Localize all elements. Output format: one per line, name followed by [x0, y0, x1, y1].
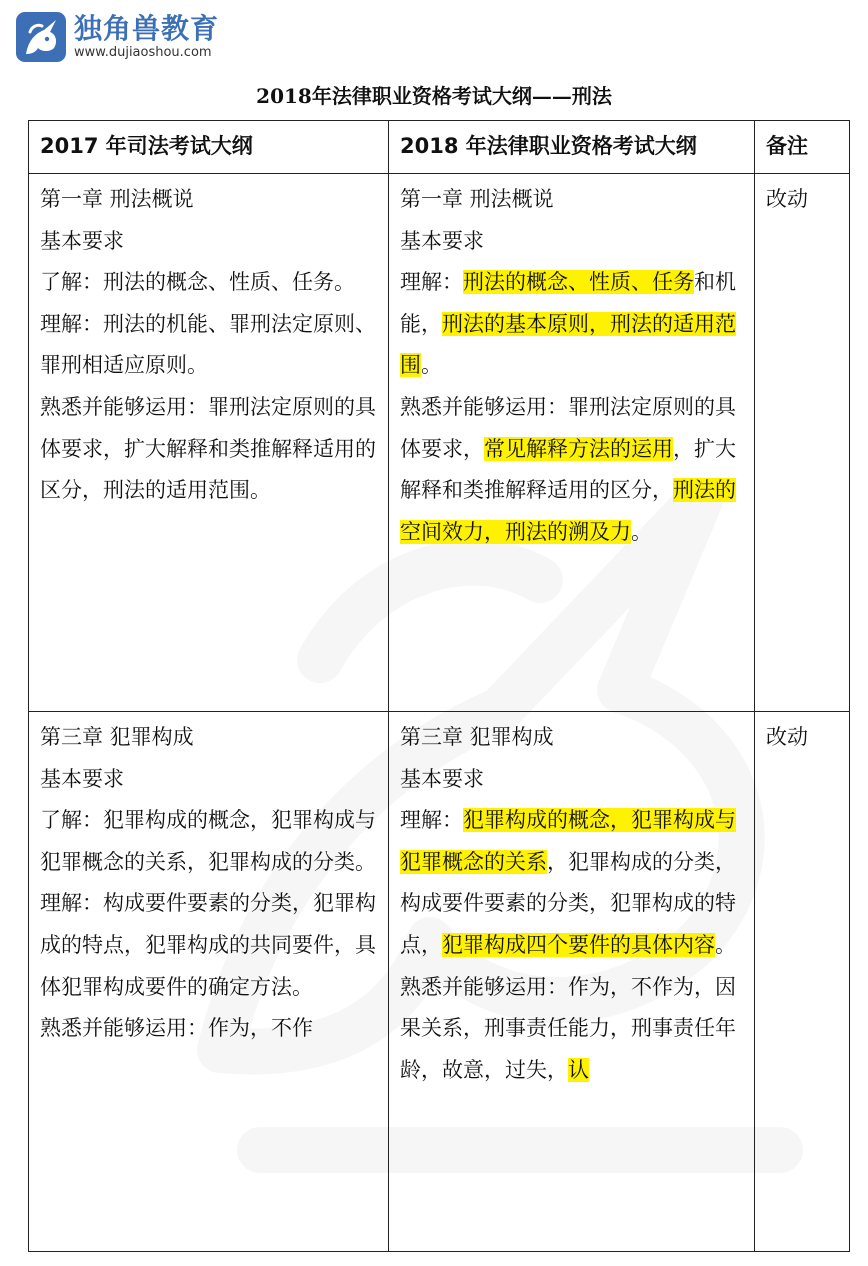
row-2-old-cell [29, 712, 389, 1252]
outline-text: ，犯罪构成的分类，构成要件要素的分类，犯罪构成的特点， [400, 849, 736, 957]
highlighted-change: 认 [568, 1057, 589, 1082]
highlighted-change: 刑法的基本原则，刑法的适用范围 [400, 311, 736, 378]
document-title: 2018年法律职业资格考试大纲——刑法 [256, 84, 612, 108]
header-2018-outline: 2018 年法律职业资格考试大纲 [389, 121, 755, 174]
header-2017-outline: 2017 年司法考试大纲 [29, 121, 389, 174]
brand-logo [16, 12, 219, 62]
table-row [29, 712, 850, 1252]
outline-text: 理解：刑法的机能、罪刑法定原则、罪刑相适应原则。 [40, 311, 376, 378]
outline-text: 熟悉并能够运用：作为，不作 [40, 1016, 313, 1041]
outline-text: 基本要求 [40, 766, 124, 791]
outline-text: 基本要求 [400, 766, 484, 791]
row-1-new-cell [389, 174, 755, 712]
highlighted-change: 犯罪构成的概念，犯罪构成与犯罪概念的关系 [400, 808, 736, 874]
outline-text: 熟悉并能够运用：罪刑法定原则的具体要求， [400, 394, 736, 461]
row-2-new-cell [389, 712, 755, 1252]
outline-text: 基本要求 [400, 228, 484, 253]
outline-text: 熟悉并能够运用：作为，不作为，因果关系，刑事责任能力，刑事责任年龄，故意，过失， [400, 974, 736, 1082]
row-1-note: 改动 [755, 174, 850, 712]
row-1-old-cell [29, 174, 389, 712]
table-row [29, 174, 850, 712]
outline-text: 第一章 刑法概说 [40, 187, 194, 211]
table-header-row [29, 121, 850, 174]
brand-name: 独角兽教育 [74, 12, 220, 45]
unicorn-head-icon [16, 12, 66, 62]
outline-text: ，扩大解释和类推解释适用的区分， [400, 436, 736, 503]
highlighted-change: 刑法的概念、性质、任务 [463, 270, 694, 295]
highlighted-change: 犯罪构成四个要件的具体内容 [442, 932, 715, 957]
outline-text: 理解： [400, 270, 463, 295]
outline-text: 和机能， [400, 270, 736, 336]
header-note: 备注 [755, 121, 850, 174]
outline-text: 。 [715, 932, 736, 957]
outline-text: 第三章 犯罪构成 [400, 725, 554, 749]
highlighted-change: 常见解释方法的运用 [484, 436, 673, 461]
outline-text: 。 [421, 353, 442, 378]
highlighted-change: 刑法的空间效力，刑法的溯及力 [400, 478, 736, 544]
outline-text: 。 [631, 519, 652, 544]
outline-text: 理解：构成要件要素的分类，犯罪构成的特点，犯罪构成的共同要件，具体犯罪构成要件的确定方法。 [40, 891, 376, 999]
outline-text: 了解：刑法的概念、性质、任务。 [40, 270, 355, 295]
outline-text: 熟悉并能够运用：罪刑法定原则的具体要求，扩大解释和类推解释适用的区分，刑法的适用范围。 [40, 394, 376, 503]
outline-text: 第一章 刑法概说 [400, 187, 554, 211]
outline-text: 第三章 犯罪构成 [40, 725, 194, 749]
row-2-note: 改动 [755, 712, 850, 1252]
outline-comparison-table [28, 120, 850, 1252]
brand-url: www.dujiaoshou.com [74, 45, 212, 60]
outline-text: 理解： [400, 808, 463, 833]
outline-text: 了解：犯罪构成的概念，犯罪构成与犯罪概念的关系，犯罪构成的分类。 [40, 808, 376, 874]
outline-text: 基本要求 [40, 228, 124, 253]
